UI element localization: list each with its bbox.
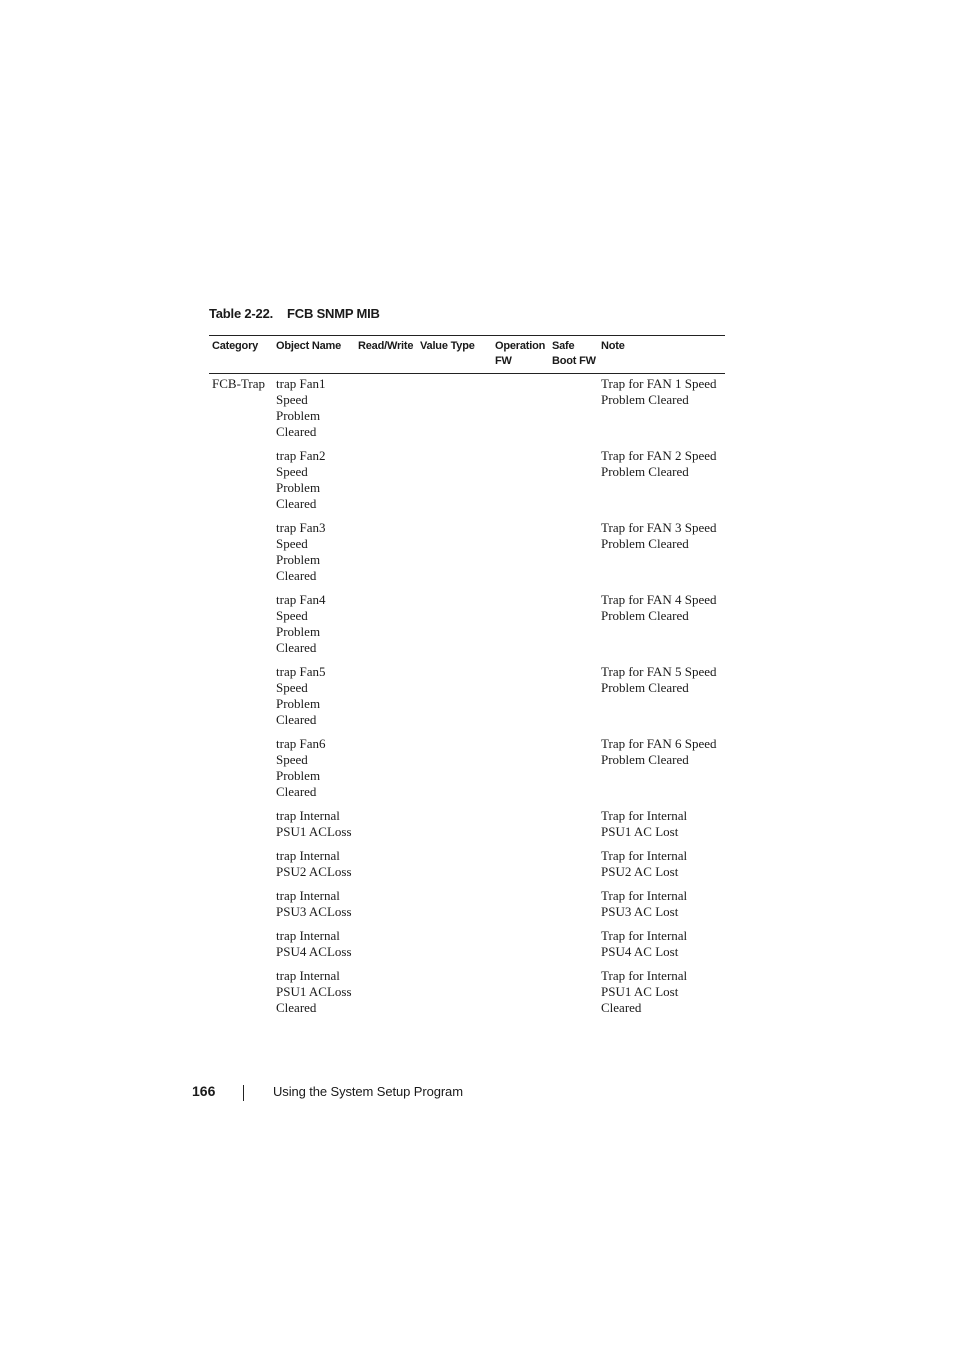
header-value-type xyxy=(420,339,475,354)
cell-object-name xyxy=(276,664,325,728)
cell-line: Speed xyxy=(276,752,308,767)
cell-line: trap Internal xyxy=(276,888,340,903)
cell-object-name xyxy=(276,520,325,584)
cell-line: trap Internal xyxy=(276,848,340,863)
cell-line: trap Internal xyxy=(276,968,340,983)
header-line: Safe xyxy=(552,340,575,352)
cell-line: Trap for FAN 3 Speed xyxy=(601,520,717,535)
cell-line: FCB-Trap xyxy=(212,376,265,391)
table-top-rule xyxy=(209,335,725,336)
cell-line: Problem xyxy=(276,408,321,423)
table-label: Table 2-22. xyxy=(209,306,274,321)
cell-line: Problem Cleared xyxy=(601,536,689,551)
cell-note xyxy=(601,736,717,768)
cell-line: Problem xyxy=(276,552,321,567)
cell-note xyxy=(601,968,687,1016)
cell-line: Problem Cleared xyxy=(601,464,689,479)
cell-line: Problem Cleared xyxy=(601,680,689,695)
cell-note xyxy=(601,664,717,696)
cell-object-name xyxy=(276,928,352,960)
cell-object-name xyxy=(276,968,352,1016)
cell-line: trap Fan3 xyxy=(276,520,326,535)
header-category xyxy=(212,339,258,354)
header-object-name xyxy=(276,339,341,354)
cell-note xyxy=(601,888,687,920)
cell-line: PSU2 ACLoss xyxy=(276,864,352,879)
page-number: 166 xyxy=(192,1083,216,1099)
cell-note xyxy=(601,376,717,408)
cell-line: Cleared xyxy=(276,424,317,439)
cell-line: PSU4 ACLoss xyxy=(276,944,352,959)
cell-line: Problem Cleared xyxy=(601,392,689,407)
footer-section-title: Using the System Setup Program xyxy=(273,1084,463,1099)
header-line: Read/Write xyxy=(358,340,414,352)
table-title: FCB SNMP MIB xyxy=(287,306,380,321)
cell-object-name xyxy=(276,848,352,880)
cell-line: Problem xyxy=(276,480,321,495)
cell-line: Cleared xyxy=(276,568,317,583)
cell-line: Problem xyxy=(276,696,321,711)
cell-line: Cleared xyxy=(276,784,317,799)
cell-line: PSU3 AC Lost xyxy=(601,904,679,919)
cell-line: Speed xyxy=(276,608,308,623)
cell-line: Problem xyxy=(276,768,321,783)
cell-line: trap Fan4 xyxy=(276,592,326,607)
cell-line: Problem Cleared xyxy=(601,608,689,623)
cell-line: Trap for FAN 6 Speed xyxy=(601,736,717,751)
cell-line: PSU3 ACLoss xyxy=(276,904,352,919)
cell-line: Speed xyxy=(276,536,308,551)
cell-object-name xyxy=(276,592,325,656)
header-read-write xyxy=(358,339,413,354)
header-line: Object Name xyxy=(276,340,342,352)
cell-line: Problem xyxy=(276,624,321,639)
cell-line: PSU2 AC Lost xyxy=(601,864,679,879)
cell-line: Trap for Internal xyxy=(601,848,688,863)
cell-line: PSU1 AC Lost xyxy=(601,824,679,839)
header-line: Note xyxy=(601,340,625,352)
table-caption xyxy=(209,306,380,321)
cell-line: Trap for Internal xyxy=(601,968,688,983)
cell-line: trap Internal xyxy=(276,808,340,823)
cell-note xyxy=(601,848,687,880)
cell-line: trap Fan1 xyxy=(276,376,326,391)
cell-line: Cleared xyxy=(276,1000,317,1015)
cell-line: Trap for FAN 4 Speed xyxy=(601,592,717,607)
cell-line: Cleared xyxy=(601,1000,642,1015)
cell-line: PSU1 ACLoss xyxy=(276,984,352,999)
cell-line: trap Fan6 xyxy=(276,736,326,751)
cell-object-name xyxy=(276,808,352,840)
header-note xyxy=(601,339,625,354)
cell-line: Cleared xyxy=(276,640,317,655)
cell-line: Trap for FAN 5 Speed xyxy=(601,664,717,679)
header-operation-fw xyxy=(495,339,545,369)
cell-note xyxy=(601,928,687,960)
cell-line: PSU4 AC Lost xyxy=(601,944,679,959)
header-line: Boot FW xyxy=(552,355,596,367)
header-line: Operation xyxy=(495,340,546,352)
header-line: Category xyxy=(212,340,259,352)
cell-line: Cleared xyxy=(276,496,317,511)
cell-line: Trap for Internal xyxy=(601,808,688,823)
cell-line: Speed xyxy=(276,464,308,479)
cell-line: Problem Cleared xyxy=(601,752,689,767)
header-line: Value Type xyxy=(420,340,475,352)
cell-object-name xyxy=(276,376,325,440)
cell-note xyxy=(601,448,717,480)
cell-line: trap Internal xyxy=(276,928,340,943)
cell-category xyxy=(212,376,265,392)
cell-object-name xyxy=(276,448,325,512)
cell-line: Trap for FAN 1 Speed xyxy=(601,376,717,391)
header-line: FW xyxy=(495,355,512,367)
cell-note xyxy=(601,592,717,624)
footer-separator xyxy=(243,1085,244,1101)
cell-object-name xyxy=(276,736,325,800)
cell-line: trap Fan5 xyxy=(276,664,326,679)
table-header-rule xyxy=(209,373,725,374)
cell-object-name xyxy=(276,888,352,920)
header-safe-boot-fw xyxy=(552,339,596,369)
cell-line: Speed xyxy=(276,680,308,695)
cell-line: trap Fan2 xyxy=(276,448,326,463)
cell-line: Trap for Internal xyxy=(601,888,688,903)
cell-note xyxy=(601,520,717,552)
cell-line: Trap for Internal xyxy=(601,928,688,943)
cell-line: Cleared xyxy=(276,712,317,727)
cell-note xyxy=(601,808,687,840)
cell-line: PSU1 AC Lost xyxy=(601,984,679,999)
cell-line: PSU1 ACLoss xyxy=(276,824,352,839)
cell-line: Trap for FAN 2 Speed xyxy=(601,448,717,463)
cell-line: Speed xyxy=(276,392,308,407)
